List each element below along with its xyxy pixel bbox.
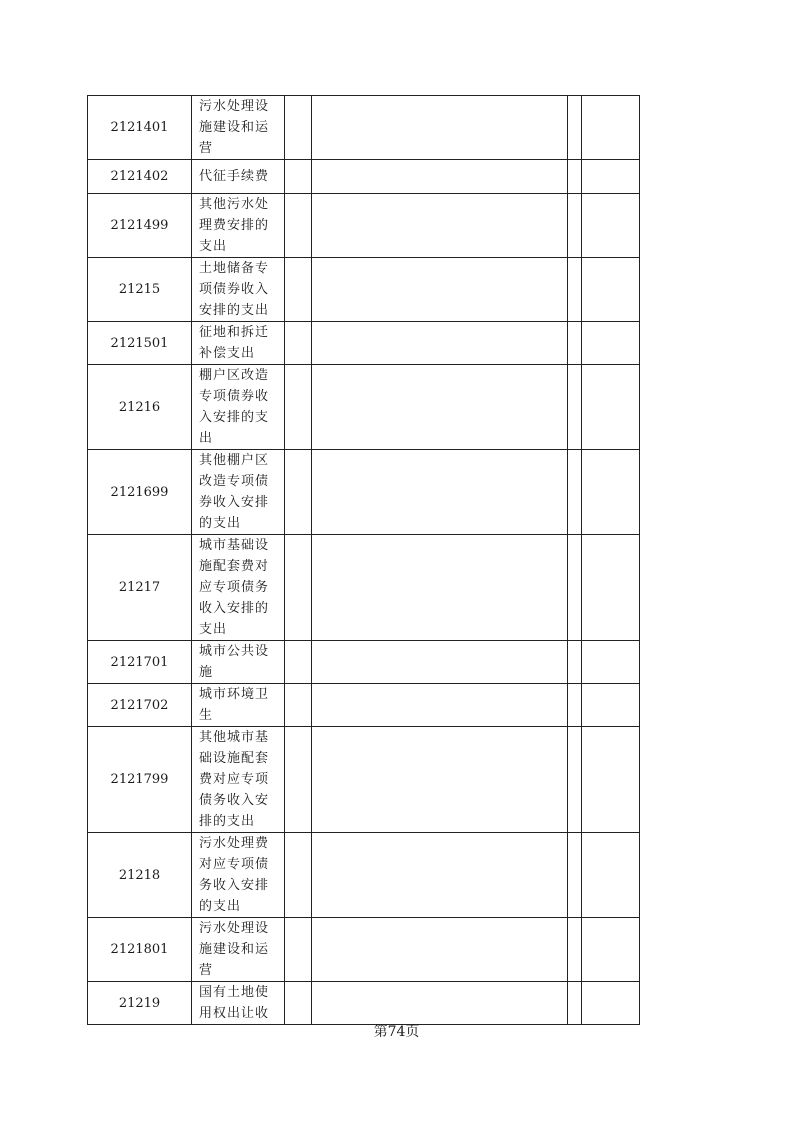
table-row (88, 322, 640, 365)
empty-cell (312, 918, 568, 982)
row-code: 21218 (88, 833, 192, 918)
empty-cell (568, 160, 582, 194)
empty-cell (285, 982, 312, 1025)
row-code: 21217 (88, 535, 192, 641)
empty-cell (285, 641, 312, 684)
row-name: 其他污水处理费安排的支出 (192, 194, 285, 258)
table-row (88, 96, 640, 160)
empty-cell (568, 727, 582, 833)
row-code: 2121699 (88, 450, 192, 535)
row-code: 21216 (88, 365, 192, 450)
empty-cell (568, 365, 582, 450)
empty-cell (582, 982, 640, 1025)
row-name: 其他城市基础设施配套费对应专项债务收入安排的支出 (192, 727, 285, 833)
row-name: 污水处理费对应专项债务收入安排的支出 (192, 833, 285, 918)
table-row (88, 982, 640, 1025)
empty-cell (312, 365, 568, 450)
row-code: 21215 (88, 258, 192, 322)
empty-cell (312, 833, 568, 918)
row-name: 城市环境卫生 (192, 684, 285, 727)
row-code: 21219 (88, 982, 192, 1025)
empty-cell (568, 684, 582, 727)
empty-cell (285, 450, 312, 535)
table-row (88, 160, 640, 194)
empty-cell (312, 160, 568, 194)
table-row (88, 833, 640, 918)
empty-cell (582, 450, 640, 535)
empty-cell (285, 258, 312, 322)
empty-cell (312, 450, 568, 535)
row-name: 代征手续费 (192, 160, 285, 194)
table-row (88, 365, 640, 450)
empty-cell (312, 684, 568, 727)
empty-cell (582, 918, 640, 982)
empty-cell (285, 96, 312, 160)
row-name: 国有土地使用权出让收 (192, 982, 285, 1025)
empty-cell (582, 641, 640, 684)
row-code: 2121402 (88, 160, 192, 194)
empty-cell (568, 194, 582, 258)
empty-cell (312, 641, 568, 684)
budget-table (87, 95, 640, 1025)
row-code: 2121799 (88, 727, 192, 833)
empty-cell (285, 160, 312, 194)
table-row (88, 918, 640, 982)
empty-cell (285, 727, 312, 833)
empty-cell (285, 918, 312, 982)
empty-cell (285, 684, 312, 727)
row-name: 污水处理设施建设和运营 (192, 918, 285, 982)
empty-cell (582, 727, 640, 833)
empty-cell (312, 322, 568, 365)
empty-cell (312, 194, 568, 258)
table-row (88, 684, 640, 727)
empty-cell (312, 96, 568, 160)
row-code: 2121701 (88, 641, 192, 684)
row-code: 2121499 (88, 194, 192, 258)
empty-cell (285, 833, 312, 918)
empty-cell (568, 918, 582, 982)
table-row (88, 258, 640, 322)
row-code: 2121501 (88, 322, 192, 365)
page-number: 第74页 (373, 1024, 420, 1040)
row-code: 2121702 (88, 684, 192, 727)
empty-cell (582, 833, 640, 918)
empty-cell (568, 258, 582, 322)
row-name: 城市基础设施配套费对应专项债务收入安排的支出 (192, 535, 285, 641)
empty-cell (582, 258, 640, 322)
empty-cell (568, 450, 582, 535)
table-row (88, 641, 640, 684)
empty-cell (568, 322, 582, 365)
table-row (88, 194, 640, 258)
empty-cell (582, 535, 640, 641)
empty-cell (582, 322, 640, 365)
row-name: 土地储备专项债券收入安排的支出 (192, 258, 285, 322)
row-code: 2121801 (88, 918, 192, 982)
row-name: 城市公共设施 (192, 641, 285, 684)
empty-cell (582, 684, 640, 727)
empty-cell (285, 322, 312, 365)
row-name: 污水处理设施建设和运营 (192, 96, 285, 160)
table-row (88, 727, 640, 833)
empty-cell (582, 160, 640, 194)
empty-cell (285, 535, 312, 641)
table-row (88, 450, 640, 535)
empty-cell (312, 727, 568, 833)
empty-cell (312, 982, 568, 1025)
table-row (88, 535, 640, 641)
row-name: 征地和拆迁补偿支出 (192, 322, 285, 365)
empty-cell (568, 535, 582, 641)
row-name: 其他棚户区改造专项债券收入安排的支出 (192, 450, 285, 535)
empty-cell (312, 258, 568, 322)
empty-cell (312, 535, 568, 641)
empty-cell (582, 194, 640, 258)
empty-cell (582, 365, 640, 450)
empty-cell (568, 982, 582, 1025)
empty-cell (285, 194, 312, 258)
row-code: 2121401 (88, 96, 192, 160)
empty-cell (568, 833, 582, 918)
table-body (88, 96, 640, 1025)
empty-cell (568, 96, 582, 160)
row-name: 棚户区改造专项债券收入安排的支出 (192, 365, 285, 450)
empty-cell (568, 641, 582, 684)
empty-cell (285, 365, 312, 450)
empty-cell (582, 96, 640, 160)
